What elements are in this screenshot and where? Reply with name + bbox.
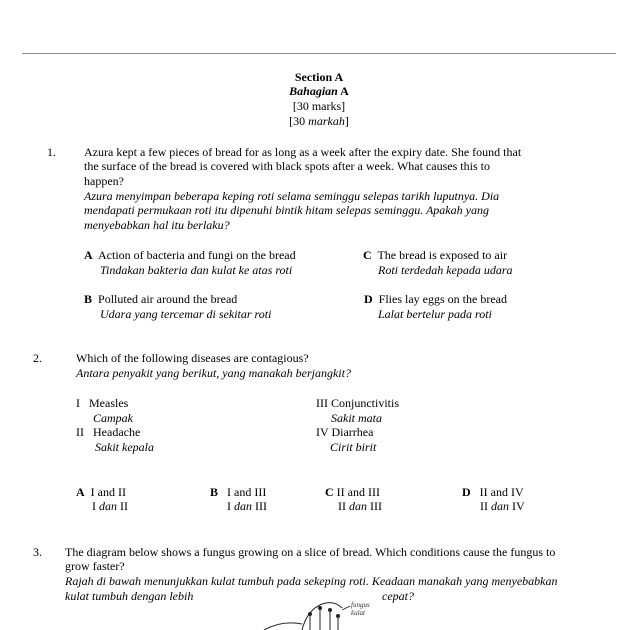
sporangium: [328, 608, 332, 612]
fungus-hypha: [302, 603, 342, 630]
question-number: 3.: [33, 545, 42, 559]
question-text-en: Which of the following diseases are contagious?: [76, 351, 309, 365]
question-text-ms: mendapati permukaan roti itu dipenuhi bintik hitam selepas seminggu. Apakah yang: [84, 203, 489, 217]
diagram-label: fungus kulat: [351, 601, 370, 617]
option-letter: D: [462, 485, 471, 499]
option-text-ms: I dan II: [92, 499, 128, 513]
option-letter: C: [363, 248, 372, 262]
question-text-en: The diagram below shows a fungus growing on a slice of bread. Which conditions cause the fungus to: [65, 545, 556, 559]
section-title: Section A: [294, 70, 344, 84]
question-text-ms: Antara penyakit yang berikut, yang manakah berjangkit?: [76, 366, 351, 380]
statement-iv-ms: Cirit birit: [330, 440, 377, 454]
question-text-ms: Rajah di bawah menunjukkan kulat tumbuh pada sekeping roti. Keadaan manakah yang menyebabkan: [65, 574, 558, 588]
option-letter: A: [76, 485, 85, 499]
option-text-en: I and III: [227, 485, 267, 499]
question-text-en: happen?: [84, 174, 124, 188]
sporangium: [336, 614, 340, 618]
option-text-en: Action of bacteria and fungi on the bread: [98, 248, 296, 262]
question-text-ms: Azura menyimpan beberapa keping roti selama seminggu selepas tarikh luputnya. Dia: [84, 189, 500, 203]
option-text-ms: II dan III: [338, 499, 382, 513]
marks-label-ms: [30 markah]: [289, 114, 349, 128]
page-top-rule: [22, 53, 616, 54]
label-leader-line: [342, 606, 350, 610]
option-letter: B: [84, 292, 93, 306]
sporangium: [318, 606, 322, 610]
option-text-ms: Tindakan bakteria dan kulat ke atas roti: [100, 263, 293, 277]
option-text-ms: I dan III: [227, 499, 267, 513]
statement-iii: III Conjunctivitis: [316, 396, 400, 410]
question-text-en: the surface of the bread is covered with black spots after a week. What causes this to: [84, 159, 490, 173]
section-title-ms: Bahagian A: [289, 84, 349, 98]
option-text-ms: Roti terdedah kepada udara: [378, 263, 513, 277]
option-text-en: II and IV: [479, 485, 524, 499]
question-text-en: grow faster?: [65, 559, 125, 573]
statement-ii-ms: Sakit kepala: [95, 440, 154, 454]
question-text-en: Azura kept a few pieces of bread for as long as a week after the expiry date. She found that: [84, 145, 522, 159]
question-text-ms: cepat?: [382, 589, 414, 603]
option-letter: C: [325, 485, 334, 499]
statement-i-ms: Campak: [93, 411, 133, 425]
statement-ii: II Headache: [76, 425, 141, 439]
option-text-en: Polluted air around the bread: [98, 292, 238, 306]
option-text-en: II and III: [336, 485, 380, 499]
statement-iii-ms: Sakit mata: [331, 411, 382, 425]
question-text-ms: kulat tumbuh dengan lebih: [65, 589, 194, 603]
statement-iv: IV Diarrhea: [316, 425, 374, 439]
option-letter: B: [210, 485, 219, 499]
option-text-en: The bread is exposed to air: [377, 248, 508, 262]
option-text-en: I and II: [90, 485, 126, 499]
sporangium: [308, 612, 312, 616]
bread-outline: [264, 623, 302, 630]
question-text-ms: menyebabkan hal itu berlaku?: [84, 218, 230, 232]
marks-label: [30 marks]: [292, 99, 346, 113]
option-letter: A: [84, 248, 93, 262]
question-number: 1.: [47, 145, 56, 159]
question-number: 2.: [33, 351, 42, 365]
option-text-ms: II dan IV: [480, 499, 525, 513]
option-text-ms: Lalat bertelur pada roti: [378, 307, 492, 321]
statement-i: I Measles: [76, 396, 129, 410]
option-letter: D: [364, 292, 373, 306]
option-text-en: Flies lay eggs on the bread: [378, 292, 507, 306]
option-text-ms: Udara yang tercemar di sekitar roti: [100, 307, 272, 321]
